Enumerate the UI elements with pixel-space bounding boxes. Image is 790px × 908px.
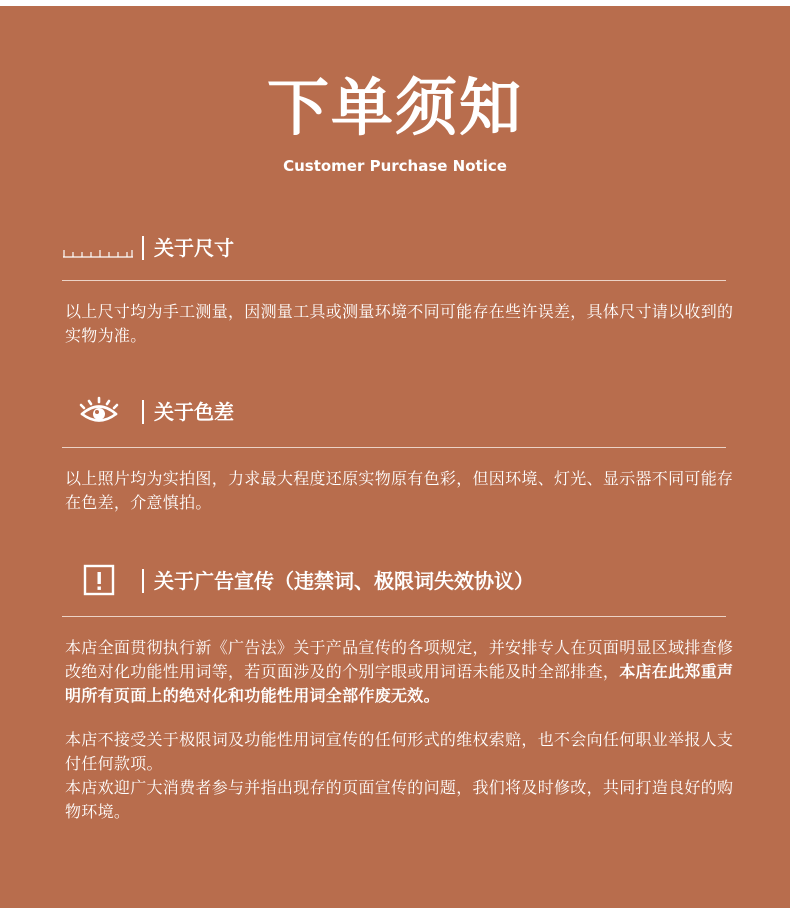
notice-panel [0, 6, 790, 908]
section-ad-header [62, 563, 726, 599]
section-ad-paragraph-3: 本店欢迎广大消费者参与并指出现存的页面宣传的问题，我们将及时修改，共同打造良好的购物环境。 [65, 778, 734, 821]
page-title: 下单须知 [266, 71, 523, 144]
section-ad-body [65, 636, 735, 708]
section-color-body: 以上照片均为实拍图，力求最大程度还原实物原有色彩，但因环境、灯光、显示器不同可能存在色差，介意慎拍。 [65, 469, 734, 512]
section-size-heading: 关于尺寸 [154, 236, 234, 260]
section-divider [62, 280, 726, 281]
section-ad-heading: 关于广告宣传（违禁词、极限词失效协议） [154, 569, 534, 593]
heading-separator [142, 236, 144, 260]
heading-separator [142, 400, 144, 424]
section-size-body: 以上尺寸均为手工测量，因测量工具或测量环境不同可能存在些许误差，具体尺寸请以收到的实物为准。 [65, 302, 734, 345]
heading-separator [142, 569, 144, 593]
section-divider [62, 616, 726, 617]
ad-body-intro: 本店全面贯彻执行新《广告法》关于产品宣传的各项规定，并安排专人在页面明显区域排查修改绝对化功能性用词等，若页面涉及的个别字眼或用词语未能及时全部排查， [65, 638, 734, 681]
ruler-icon [62, 230, 136, 266]
section-color-heading: 关于色差 [154, 400, 234, 424]
warning-icon [62, 563, 136, 599]
page-subtitle: Customer Purchase Notice [283, 157, 507, 175]
section-ad-paragraph-2: 本店不接受关于极限词及功能性用词宣传的任何形式的维权索赔，也不会向任何职业举报人支付任何款项。 [65, 730, 734, 773]
section-color-header [62, 394, 726, 430]
section-size-header [62, 230, 726, 266]
eye-icon [62, 394, 136, 430]
section-divider [62, 447, 726, 448]
ad-body-emphasis: 本店在此郑重声明所有页面上的绝对化和功能性用词全部作废无效。 [65, 662, 734, 705]
